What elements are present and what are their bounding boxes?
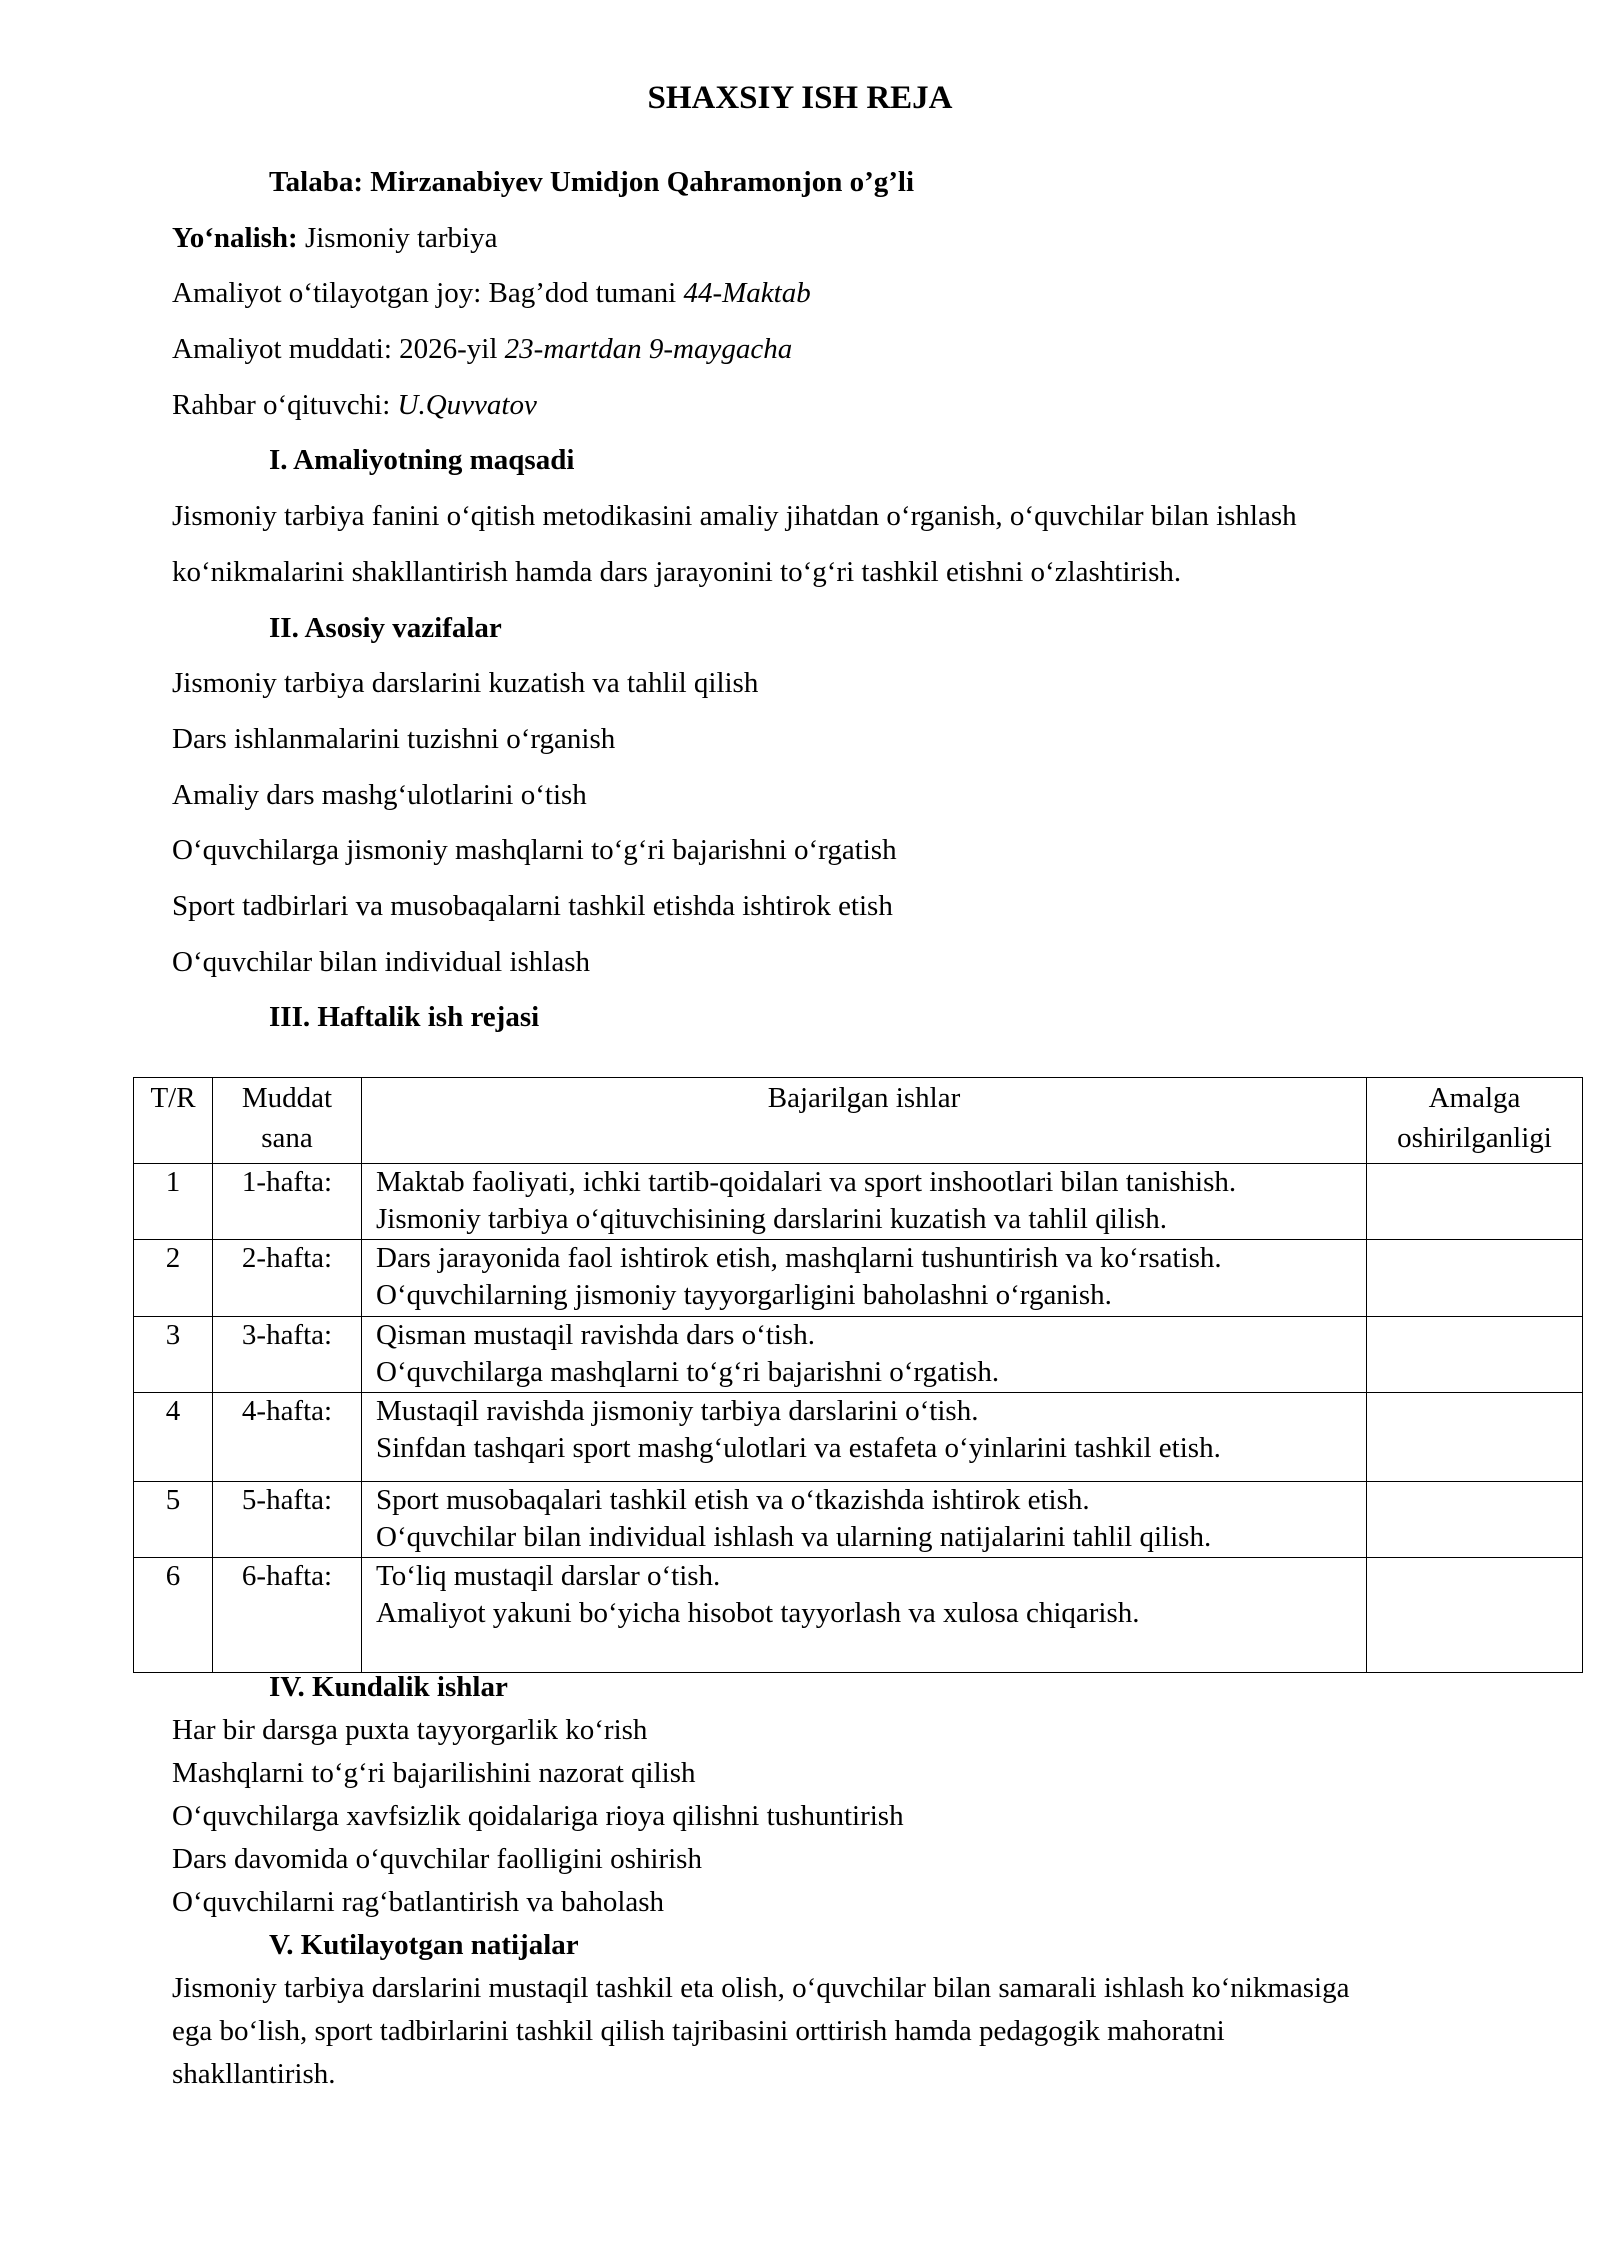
row-done [1367, 1481, 1583, 1557]
row-work-line: Dars jarayonida faol ishtirok etish, mashqlarni tushuntirish va ko‘rsatish. [376, 1242, 1222, 1275]
section2-item: O‘quvchilarga jismoniy mashqlarni to‘g‘ri bajarishni o‘rgatish [172, 834, 897, 867]
section2-item: Amaliy dars mashg‘ulotlarini o‘tish [172, 778, 587, 811]
row-work [362, 1557, 1367, 1672]
table-row [134, 1240, 1583, 1316]
section2-item: Dars ishlanmalarini tuzishni o‘rganish [172, 722, 616, 755]
table-header-row [134, 1078, 1583, 1164]
section4 [172, 1666, 1512, 2096]
section4-heading: IV. Kundalik ishlar [269, 1671, 508, 1703]
student-line [172, 155, 1512, 211]
section2-item: Sport tadbirlari va musobaqalarni tashkil etishda ishtirok etish [172, 889, 893, 922]
place-label: Amaliyot o‘tilayotgan joy: Bag’dod tumani [172, 277, 677, 310]
row-work-line: To‘liq mustaqil darslar o‘tish. [376, 1559, 721, 1592]
col-header-done-line1: Amalga [1428, 1082, 1521, 1114]
direction-line [172, 211, 1512, 267]
section5-line: Jismoniy tarbiya darslarini mustaqil tashkil eta olish, o‘quvchilar bilan samarali ishlash ko‘nikmasiga [172, 1972, 1350, 2004]
section4-item: Har bir darsga puxta tayyorgarlik ko‘rish [172, 1714, 648, 1746]
section1-line: ko‘nikmalarini shakllantirish hamda dars jarayonini to‘g‘ri tashkil etishni o‘zlashtirish. [172, 555, 1182, 588]
row-num: 5 [134, 1481, 213, 1557]
table-row [134, 1557, 1583, 1672]
row-period: 2-hafta: [213, 1240, 362, 1316]
section2-item: Jismoniy tarbiya darslarini kuzatish va tahlil qilish [172, 667, 759, 700]
period-line [172, 322, 1512, 378]
row-num: 2 [134, 1240, 213, 1316]
col-header-period [213, 1078, 362, 1164]
row-work [362, 1316, 1367, 1392]
supervisor-value: U.Quvvatov [397, 388, 537, 421]
supervisor-line [172, 378, 1512, 434]
col-header-period-line2: sana [261, 1122, 313, 1154]
section1-line: Jismoniy tarbiya fanini o‘qitish metodikasini amaliy jihatdan o‘rganish, o‘quvchilar bilan ishlash [172, 500, 1297, 533]
period-value: 23-martdan 9-maygacha [504, 333, 793, 366]
section1-heading: I. Amaliyotning maqsadi [269, 444, 575, 477]
row-period: 4-hafta: [213, 1393, 362, 1482]
section5-line: ega bo‘lish, sport tadbirlarini tashkil qilish tajribasini orttirish hamda pedagogik mahoratni [172, 2015, 1225, 2047]
section4-item: Mashqlarni to‘g‘ri bajarilishini nazorat qilish [172, 1757, 696, 1789]
row-num: 1 [134, 1164, 213, 1240]
document-title: SHAXSIY ISH REJA [647, 80, 953, 116]
place-value: 44-Maktab [683, 277, 811, 310]
row-num: 4 [134, 1393, 213, 1482]
col-header-done-line2: oshirilganligi [1397, 1122, 1552, 1154]
section5-heading: V. Kutilayotgan natijalar [269, 1929, 579, 1961]
row-done [1367, 1557, 1583, 1672]
student-name: Mirzanabiyev Umidjon Qahramonjon o’g’li [370, 166, 915, 198]
row-work-line: O‘quvchilarning jismoniy tayyorgarligini baholashni o‘rganish. [376, 1279, 1112, 1312]
row-work-line: O‘quvchilarga mashqlarni to‘g‘ri bajarishni o‘rgatish. [376, 1355, 1000, 1388]
col-header-work: Bajarilgan ishlar [362, 1078, 1367, 1164]
col-header-num: T/R [134, 1078, 213, 1164]
section3-heading: III. Haftalik ish rejasi [269, 1001, 540, 1034]
col-header-done [1367, 1078, 1583, 1164]
section4-item: Dars davomida o‘quvchilar faolligini oshirish [172, 1843, 702, 1875]
row-work-line: Mustaqil ravishda jismoniy tarbiya darslarini o‘tish. [376, 1395, 979, 1428]
section5-line: shakllantirish. [172, 2058, 336, 2090]
row-work-line: O‘quvchilar bilan individual ishlash va ularning natijalarini tahlil qilish. [376, 1520, 1212, 1553]
supervisor-label: Rahbar o‘qituvchi: [172, 388, 391, 421]
row-work-line: Qisman mustaqil ravishda dars o‘tish. [376, 1318, 815, 1351]
section4-item: O‘quvchilarga xavfsizlik qoidalariga rioya qilishni tushuntirish [172, 1800, 904, 1832]
row-done [1367, 1316, 1583, 1392]
row-period: 5-hafta: [213, 1481, 362, 1557]
col-header-period-line1: Muddat [241, 1082, 333, 1114]
row-done [1367, 1164, 1583, 1240]
student-label: Talaba: [269, 166, 364, 198]
row-work [362, 1164, 1367, 1240]
row-done [1367, 1240, 1583, 1316]
row-num: 3 [134, 1316, 213, 1392]
row-period: 1-hafta: [213, 1164, 362, 1240]
table-row [134, 1164, 1583, 1240]
row-work-line: Jismoniy tarbiya o‘qituvchisining darslarini kuzatish va tahlil qilish. [376, 1203, 1167, 1235]
section2-item: O‘quvchilar bilan individual ishlash [172, 945, 591, 978]
row-work-line: Maktab faoliyati, ichki tartib-qoidalari va sport inshootlari bilan tanishish. [376, 1166, 1237, 1198]
row-work [362, 1393, 1367, 1482]
direction-value: Jismoniy tarbiya [304, 221, 498, 254]
row-work-line: Amaliyot yakuni bo‘yicha hisobot tayyorlash va xulosa chiqarish. [376, 1596, 1140, 1629]
document-body-upper [172, 155, 1512, 1046]
place-line [172, 266, 1512, 322]
table-row [134, 1316, 1583, 1392]
row-work [362, 1240, 1367, 1316]
table-row [134, 1481, 1583, 1557]
table-row [134, 1393, 1583, 1482]
row-work [362, 1481, 1367, 1557]
direction-label: Yo‘nalish: [172, 221, 298, 254]
row-done [1367, 1393, 1583, 1482]
row-num: 6 [134, 1557, 213, 1672]
section2-heading: II. Asosiy vazifalar [269, 611, 502, 644]
row-period: 3-hafta: [213, 1316, 362, 1392]
row-work-line: Sinfdan tashqari sport mashg‘ulotlari va estafeta o‘yinlarini tashkil etish. [376, 1432, 1221, 1465]
row-work-line: Sport musobaqalari tashkil etish va o‘tkazishda ishtirok etish. [376, 1483, 1090, 1516]
period-label: Amaliyot muddati: 2026-yil [172, 333, 498, 366]
weekly-plan-table [133, 1077, 1583, 1673]
row-period: 6-hafta: [213, 1557, 362, 1672]
section4-item: O‘quvchilarni rag‘batlantirish va baholash [172, 1886, 665, 1918]
